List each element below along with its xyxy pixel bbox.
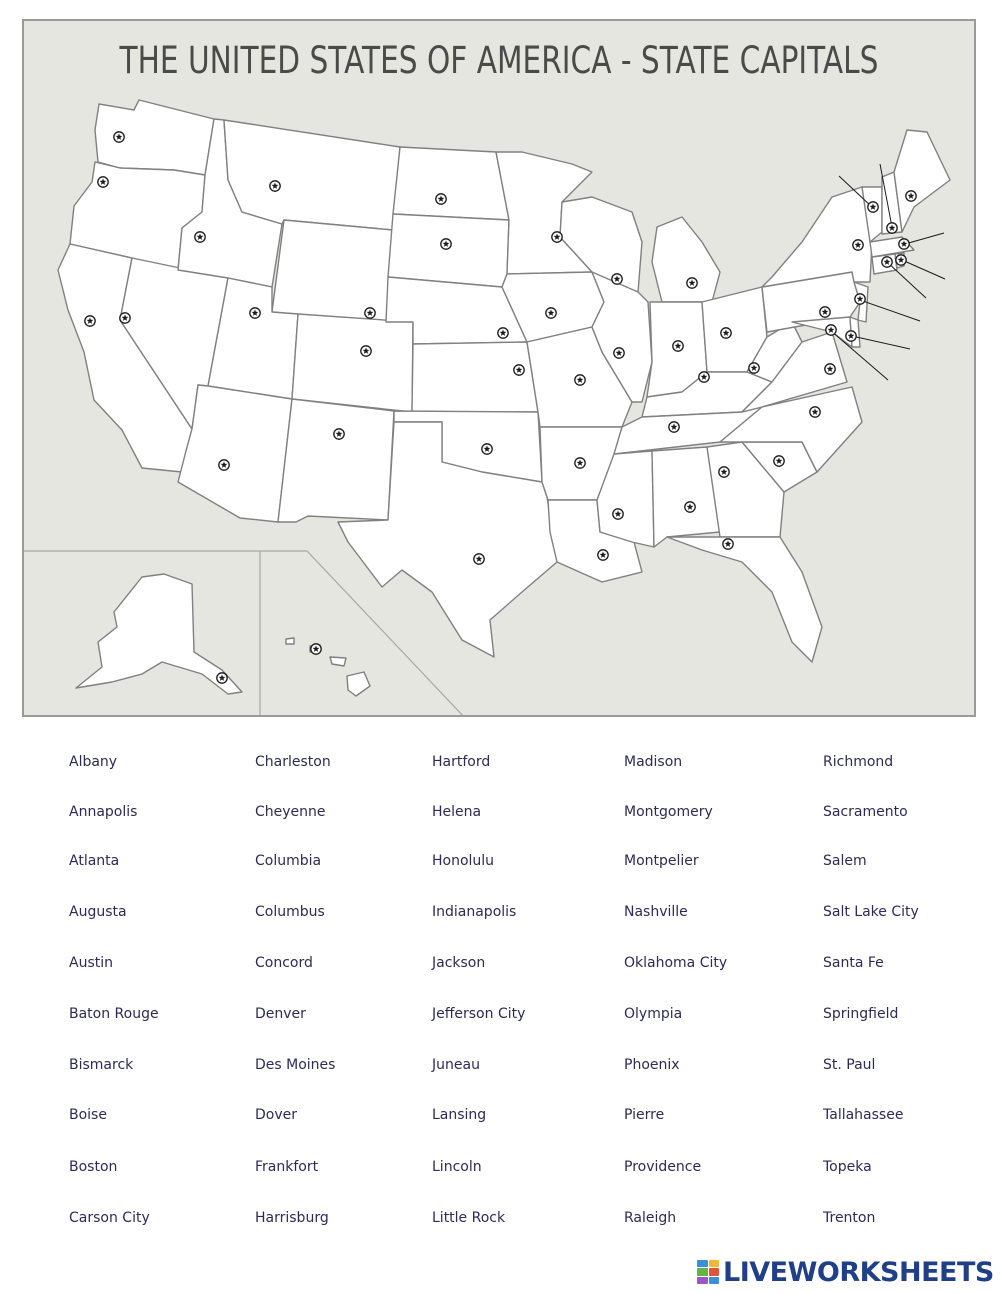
word-bank-item[interactable]: Pierre [624,1107,665,1123]
word-bank-item[interactable]: Juneau [432,1057,480,1073]
capital-star-icon[interactable] [575,375,585,385]
state-michigan[interactable] [652,217,720,302]
capital-star-icon[interactable] [887,223,897,233]
capital-star-icon[interactable] [219,460,229,470]
word-bank-item[interactable]: Olympia [624,1006,683,1022]
capital-star-icon[interactable] [498,328,508,338]
capital-star-icon[interactable] [853,240,863,250]
state-florida[interactable] [667,537,822,662]
capital-star-icon[interactable] [673,341,683,351]
word-bank-item[interactable]: Des Moines [255,1057,336,1073]
capital-star-icon[interactable] [552,232,562,242]
capital-star-icon[interactable] [719,467,729,477]
word-bank-item[interactable]: Baton Rouge [69,1006,159,1022]
capital-star-icon[interactable] [365,308,375,318]
word-bank-item[interactable]: Salem [823,853,867,869]
capital-star-icon[interactable] [896,255,906,265]
capital-star-icon[interactable] [669,422,679,432]
word-bank-item[interactable]: Lincoln [432,1159,482,1175]
word-bank-item[interactable]: Montgomery [624,804,713,820]
word-bank-item[interactable]: Santa Fe [823,955,884,971]
word-bank-item[interactable]: Helena [432,804,482,820]
state-south-dakota[interactable] [388,214,509,287]
state-arizona[interactable] [178,385,292,522]
word-bank-item[interactable]: Bismarck [69,1057,134,1073]
state-montana[interactable] [224,120,400,230]
capital-star-icon[interactable] [855,294,865,304]
word-bank-item[interactable]: Atlanta [69,853,120,869]
state-kansas[interactable] [412,342,538,412]
capital-star-icon[interactable] [882,257,892,267]
capital-star-icon[interactable] [826,325,836,335]
word-bank-item[interactable]: Montpelier [624,853,699,869]
word-bank-item[interactable]: Charleston [255,754,331,770]
capital-star-icon[interactable] [613,509,623,519]
state-hawaii-maui[interactable] [330,657,346,666]
word-bank-item[interactable]: St. Paul [823,1057,876,1073]
capital-star-icon[interactable] [749,363,759,373]
word-bank-item[interactable]: Topeka [823,1159,872,1175]
state-wyoming[interactable] [272,220,393,322]
state-maine[interactable] [894,130,950,232]
us-map [24,21,976,717]
capital-star-icon[interactable] [114,132,124,142]
capital-star-icon[interactable] [270,181,280,191]
capital-star-icon[interactable] [334,429,344,439]
capital-star-icon[interactable] [575,458,585,468]
capital-star-icon[interactable] [514,365,524,375]
word-bank-item[interactable]: Phoenix [624,1057,680,1073]
liveworksheets-logo[interactable] [697,1257,994,1287]
liveworksheets-logo-icon [697,1260,719,1284]
word-bank-item[interactable]: Raleigh [624,1210,677,1226]
word-bank-item[interactable]: Albany [69,754,118,770]
capital-star-icon[interactable] [436,194,446,204]
state-new-york[interactable] [762,187,872,287]
state-hawaii-big-island[interactable] [347,672,370,696]
word-bank-item[interactable]: Little Rock [432,1210,506,1226]
capital-star-icon[interactable] [441,239,451,249]
capital-star-icon[interactable] [361,346,371,356]
capital-star-icon[interactable] [250,308,260,318]
word-bank-item[interactable]: Providence [624,1159,702,1175]
capital-star-icon[interactable] [825,364,835,374]
word-bank-item[interactable]: Concord [255,955,313,971]
state-north-dakota[interactable] [393,147,509,220]
word-bank-item[interactable]: Frankfort [255,1159,319,1175]
capital-star-icon[interactable] [820,307,830,317]
capital-star-icon[interactable] [687,278,697,288]
capital-star-icon[interactable] [98,177,108,187]
word-bank-item[interactable]: Augusta [69,904,127,920]
inset-border [24,551,466,717]
word-bank-item[interactable]: Boise [69,1107,107,1123]
capital-star-icon[interactable] [899,239,909,249]
word-bank-item[interactable]: Columbia [255,853,322,869]
capital-star-icon[interactable] [810,407,820,417]
word-bank-item[interactable]: Jefferson City [432,1006,526,1022]
capital-star-icon[interactable] [723,539,733,549]
word-bank-item[interactable]: Austin [69,955,113,971]
word-bank-item[interactable]: Denver [255,1006,306,1022]
word-bank-item[interactable]: Hartford [432,754,491,770]
capital-star-icon[interactable] [699,372,709,382]
capital-star-icon[interactable] [195,232,205,242]
capital-star-icon[interactable] [906,191,916,201]
capital-star-icon[interactable] [846,331,856,341]
word-bank-item[interactable]: Trenton [823,1210,876,1226]
word-bank-item[interactable]: Indianapolis [432,904,517,920]
capital-star-icon[interactable] [612,274,622,284]
capital-star-icon[interactable] [614,348,624,358]
word-bank-item[interactable]: Harrisburg [255,1210,329,1226]
word-bank-item[interactable]: Richmond [823,754,894,770]
capital-star-icon[interactable] [685,502,695,512]
state-hawaii-kauai[interactable] [286,638,294,644]
map-title: THE UNITED STATES OF AMERICA - STATE CAPITALS [119,39,879,82]
capital-star-icon[interactable] [868,202,878,212]
state-colorado[interactable] [292,314,413,412]
capital-star-icon[interactable] [482,444,492,454]
word-bank-item[interactable]: Cheyenne [255,804,326,820]
map-panel [22,19,976,717]
word-bank-item[interactable]: Jackson [432,955,486,971]
capital-star-icon[interactable] [774,456,784,466]
state-washington[interactable] [95,100,214,175]
word-bank-item[interactable]: Lansing [432,1107,487,1123]
word-bank-item[interactable]: Salt Lake City [823,904,919,920]
capital-star-icon[interactable] [120,313,130,323]
capital-star-icon[interactable] [217,673,227,683]
word-bank-item[interactable]: Annapolis [69,804,138,820]
word-bank-item[interactable]: Tallahassee [823,1107,904,1123]
logo-text: LIVEWORKSHEETS [723,1256,994,1288]
word-bank-item[interactable]: Madison [624,754,683,770]
word-bank-item[interactable]: Boston [69,1159,118,1175]
word-bank-item[interactable]: Honolulu [432,853,495,869]
capital-star-icon[interactable] [546,308,556,318]
word-bank-item[interactable]: Carson City [69,1210,150,1226]
word-bank-item[interactable]: Nashville [624,904,688,920]
word-bank-item[interactable]: Sacramento [823,804,908,820]
capital-star-icon[interactable] [474,554,484,564]
word-bank-item[interactable]: Springfield [823,1006,899,1022]
word-bank-item[interactable]: Oklahoma City [624,955,728,971]
capital-star-icon[interactable] [311,644,321,654]
capital-star-icon[interactable] [85,316,95,326]
word-bank-item[interactable]: Dover [255,1107,297,1123]
word-bank-item[interactable]: Columbus [255,904,325,920]
capital-star-icon[interactable] [598,550,608,560]
capital-star-icon[interactable] [721,328,731,338]
state-new-mexico[interactable] [278,399,394,522]
